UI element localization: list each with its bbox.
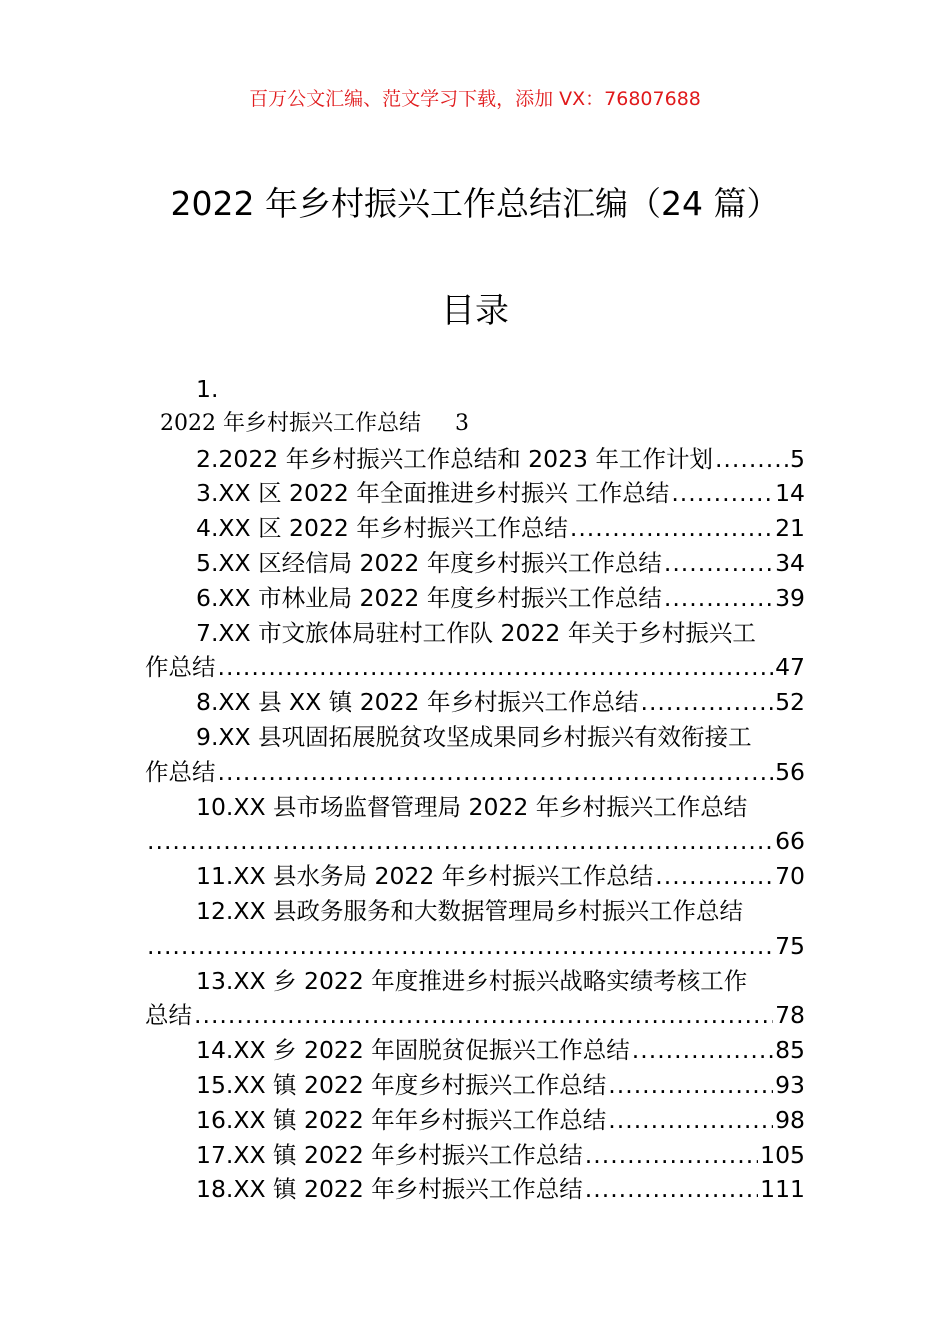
toc-entry-title: 9.XX 县巩固拓展脱贫攻坚成果同乡村振兴有效衔接工 — [196, 722, 752, 751]
toc-entry-title: 17.XX 镇 2022 年乡村振兴工作总结 — [196, 1140, 583, 1169]
toc-entry-page: 56 — [775, 757, 805, 786]
toc-entry[interactable] — [145, 581, 805, 616]
toc-entry[interactable] — [145, 894, 805, 964]
toc-entry-page: 111 — [760, 1175, 805, 1204]
toc-entry[interactable] — [145, 685, 805, 720]
toc-entry-title: 16.XX 镇 2022 年年乡村振兴工作总结 — [196, 1105, 607, 1134]
toc-entry-page: 78 — [775, 1001, 805, 1030]
toc-entry-page: 34 — [775, 548, 805, 577]
toc-entry-page: 21 — [775, 514, 805, 543]
toc-entry-page: 52 — [775, 688, 805, 717]
toc-entry[interactable] — [145, 476, 805, 511]
dot-leader — [664, 546, 773, 581]
dot-leader — [632, 1033, 773, 1068]
toc-entry[interactable] — [145, 1138, 805, 1173]
toc-entry-title: 11.XX 县水务局 2022 年乡村振兴工作总结 — [196, 862, 654, 891]
toc-entry-page: 98 — [775, 1105, 805, 1134]
toc-entry[interactable] — [145, 964, 805, 1034]
dot-leader — [218, 650, 774, 685]
document-title: 2022 年乡村振兴工作总结汇编（24 篇） — [170, 184, 780, 223]
dot-leader — [585, 1172, 758, 1207]
toc-entry-number: 1. — [196, 375, 219, 403]
toc-entry-page: 47 — [775, 653, 805, 682]
toc-entry-title: 4.XX 区 2022 年乡村振兴工作总结 — [196, 514, 568, 543]
toc-entry-title: 8.XX 县 XX 镇 2022 年乡村振兴工作总结 — [196, 688, 639, 717]
toc-entry-title: 3.XX 区 2022 年全面推进乡村振兴 工作总结 — [196, 479, 670, 508]
dot-leader — [715, 442, 788, 477]
dot-leader — [655, 859, 773, 894]
toc-entry-page: 14 — [775, 479, 805, 508]
toc-entry-page: 85 — [775, 1036, 805, 1065]
toc-entry-page: 75 — [775, 931, 805, 960]
toc-entry[interactable] — [145, 1033, 805, 1068]
dot-leader — [218, 755, 774, 790]
toc-entry[interactable] — [145, 790, 805, 860]
dot-leader — [585, 1138, 758, 1173]
watermark-text: 百万公文汇编、范文学习下载，添加 VX：76807688 — [249, 88, 701, 110]
dot-leader — [147, 824, 773, 859]
toc-entry-title: 15.XX 镇 2022 年度乡村振兴工作总结 — [196, 1070, 607, 1099]
toc-entry-page: 70 — [775, 862, 805, 891]
toc-entry-title-continued: 作总结 — [145, 653, 216, 682]
toc-entry[interactable] — [145, 720, 805, 790]
dot-leader — [671, 476, 773, 511]
dot-leader — [608, 1103, 773, 1138]
toc-entry[interactable] — [145, 1068, 805, 1103]
toc-entry-1-number[interactable] — [145, 372, 805, 407]
toc-entry-title-continued: 总结 — [145, 1001, 192, 1030]
toc-entry-page: 5 — [790, 444, 805, 473]
toc-entry[interactable] — [145, 859, 805, 894]
toc-entry-page: 105 — [760, 1140, 805, 1169]
toc-entry-title: 13.XX 乡 2022 年度推进乡村振兴战略实绩考核工作 — [196, 966, 748, 995]
toc-heading: 目录 — [441, 291, 509, 331]
toc-entry-1[interactable] — [145, 407, 805, 442]
toc-entry-title: 10.XX 县市场监督管理局 2022 年乡村振兴工作总结 — [196, 792, 748, 821]
dot-leader — [147, 929, 773, 964]
toc-entry-title: 2.2022 年乡村振兴工作总结和 2023 年工作计划 — [196, 444, 713, 473]
toc-entry[interactable] — [145, 442, 805, 477]
toc-entry-title: 18.XX 镇 2022 年乡村振兴工作总结 — [196, 1175, 583, 1204]
toc-entry-title: 5.XX 区经信局 2022 年度乡村振兴工作总结 — [196, 548, 662, 577]
toc-entry[interactable] — [145, 546, 805, 581]
toc-entry[interactable] — [145, 511, 805, 546]
dot-leader — [664, 581, 773, 616]
toc-entry-page: 93 — [775, 1070, 805, 1099]
toc-entry[interactable] — [145, 1172, 805, 1207]
toc-entry-page: 3 — [454, 410, 469, 436]
toc-entry-title-continued: 作总结 — [145, 757, 216, 786]
table-of-contents — [145, 372, 805, 1207]
toc-entry[interactable] — [145, 616, 805, 686]
dot-leader — [640, 685, 773, 720]
dot-leader — [570, 511, 773, 546]
toc-entry-title: 12.XX 县政务服务和大数据管理局乡村振兴工作总结 — [196, 896, 744, 925]
toc-entry-title: 6.XX 市林业局 2022 年度乡村振兴工作总结 — [196, 583, 662, 612]
toc-entry[interactable] — [145, 1103, 805, 1138]
toc-entry-title: 7.XX 市文旅体局驻村工作队 2022 年关于乡村振兴工 — [196, 618, 756, 647]
toc-entry-title: 2022 年乡村振兴工作总结 — [160, 410, 421, 436]
toc-entry-page: 39 — [775, 583, 805, 612]
toc-entry-title: 14.XX 乡 2022 年固脱贫促振兴工作总结 — [196, 1036, 630, 1065]
dot-leader — [608, 1068, 773, 1103]
dot-leader — [194, 998, 773, 1033]
toc-entry-page: 66 — [775, 827, 805, 856]
